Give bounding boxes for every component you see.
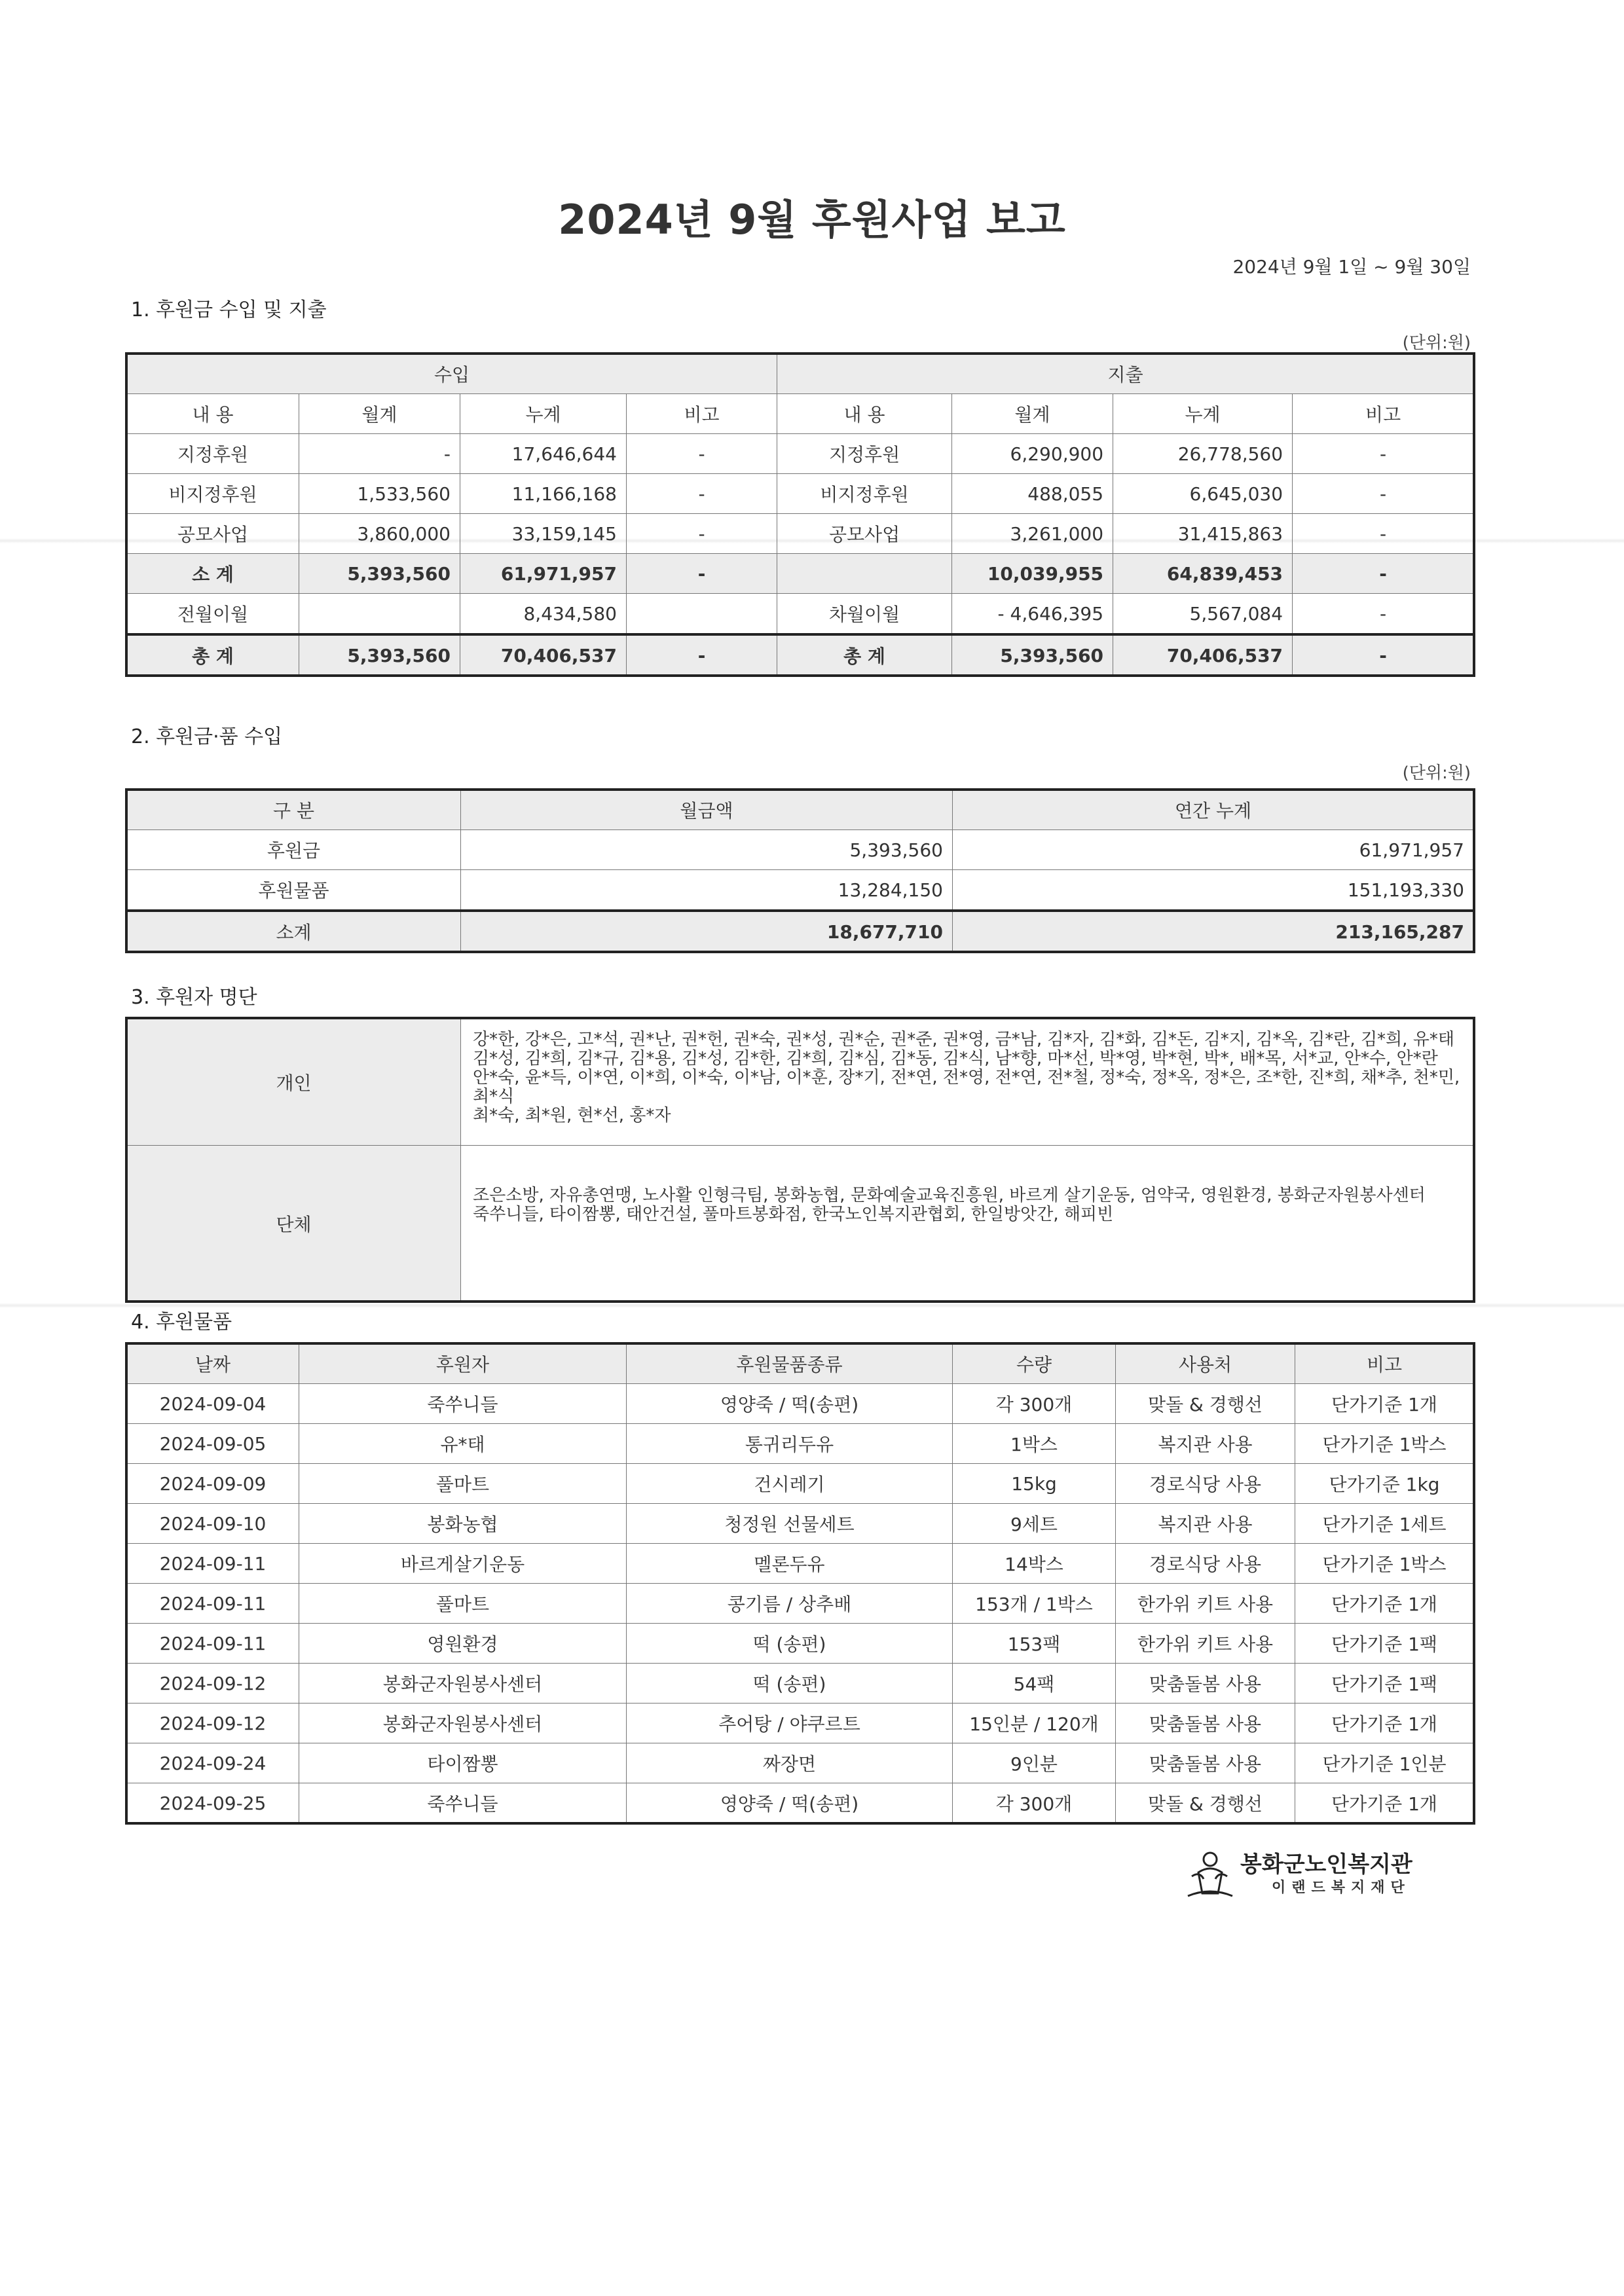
- table-cell: -: [1293, 434, 1474, 474]
- section-3-heading: 3. 후원자 명단: [131, 986, 257, 1009]
- section-2-heading: 2. 후원금·품 수입: [131, 725, 283, 748]
- table-cell: 짜장면: [627, 1743, 953, 1783]
- table-cell: 9세트: [953, 1504, 1116, 1544]
- expense-header: 지출: [777, 354, 1474, 394]
- table-row: [127, 1584, 1474, 1624]
- table-cell: 소 계: [127, 554, 299, 594]
- individual-label: 개인: [127, 1019, 461, 1146]
- table-cell: 전월이월: [127, 594, 299, 635]
- table-cell: 봉화군자원봉사센터: [299, 1704, 627, 1743]
- table-cell: 70,406,537: [460, 634, 627, 676]
- table-cell: 2024-09-05: [127, 1424, 299, 1464]
- table-cell: 단가기준 1인분: [1295, 1743, 1474, 1783]
- table-cell: -: [627, 554, 777, 594]
- table-row: [127, 634, 1474, 676]
- table-cell: 단가기준 1박스: [1295, 1424, 1474, 1464]
- table-cell: 213,165,287: [953, 911, 1474, 952]
- table-cell: 9인분: [953, 1743, 1116, 1783]
- table-cell: 각 300개: [953, 1384, 1116, 1424]
- table-cell: 공모사업: [777, 514, 952, 554]
- table-cell: 멜론두유: [627, 1544, 953, 1584]
- table-cell: 소계: [127, 911, 461, 952]
- table-row: [127, 1704, 1474, 1743]
- table-cell: 8,434,580: [460, 594, 627, 635]
- table-cell: -: [1293, 514, 1474, 554]
- table-cell: 한가위 키트 사용: [1116, 1624, 1295, 1664]
- table-cell: 건시레기: [627, 1464, 953, 1504]
- table-cell: 경로식당 사용: [1116, 1464, 1295, 1504]
- organization-name: 봉화군노인복지관: [1240, 1851, 1412, 1878]
- table-cell: 2024-09-25: [127, 1783, 299, 1823]
- group-label: 단체: [127, 1146, 461, 1302]
- table-cell: [777, 554, 952, 594]
- table-row: [127, 1743, 1474, 1783]
- table-row: [127, 1544, 1474, 1584]
- table-cell: 26,778,560: [1113, 434, 1293, 474]
- table-cell: 단가기준 1팩: [1295, 1624, 1474, 1664]
- donor-line: 안*숙, 윤*득, 이*연, 이*희, 이*숙, 이*남, 이*훈, 장*기, 전*연, 전*영, 전*연, 전*철, 정*숙, 정*옥, 정*은, 조*한, 진*희, 채*추, 천*민, 최*식: [473, 1068, 1460, 1106]
- table-cell: 복지관 사용: [1116, 1504, 1295, 1544]
- section-1-heading: 1. 후원금 수입 및 지출: [131, 299, 327, 321]
- table-row: [127, 554, 1474, 594]
- table-cell: 봉화군자원봉사센터: [299, 1664, 627, 1704]
- table-row: [127, 911, 1474, 952]
- table-cell: 54팩: [953, 1664, 1116, 1704]
- column-header: 누계: [460, 394, 627, 434]
- table-cell: 153개 / 1박스: [953, 1584, 1116, 1624]
- table-row: [127, 1783, 1474, 1823]
- table-cell: 총 계: [777, 634, 952, 676]
- table-cell: 공모사업: [127, 514, 299, 554]
- table-cell: -: [627, 634, 777, 676]
- table-cell: 10,039,955: [952, 554, 1113, 594]
- table-row: [127, 830, 1474, 870]
- table-cell: 1박스: [953, 1424, 1116, 1464]
- table-row: [127, 870, 1474, 911]
- column-header: 내 용: [127, 394, 299, 434]
- table-cell: 14박스: [953, 1544, 1116, 1584]
- elder-care-logo-icon: [1184, 1848, 1235, 1900]
- table-row: [127, 1464, 1474, 1504]
- unit-label: (단위:원): [1402, 333, 1471, 353]
- table-cell: -: [627, 434, 777, 474]
- column-header: 연간 누계: [953, 790, 1474, 830]
- table-cell: 5,393,560: [299, 634, 460, 676]
- table-row: [127, 474, 1474, 514]
- table-cell: 떡 (송편): [627, 1664, 953, 1704]
- table-cell: 비지정후원: [127, 474, 299, 514]
- table-row: [127, 1384, 1474, 1424]
- table-cell: 단가기준 1팩: [1295, 1664, 1474, 1704]
- table-cell: 5,393,560: [299, 554, 460, 594]
- table-cell: 경로식당 사용: [1116, 1544, 1295, 1584]
- column-header: 후원물품종류: [627, 1344, 953, 1384]
- table-cell: 151,193,330: [953, 870, 1474, 911]
- table-cell: 영원환경: [299, 1624, 627, 1664]
- section-4-heading: 4. 후원물품: [131, 1311, 232, 1334]
- column-header: 구 분: [127, 790, 461, 830]
- table-cell: 맞춤돌봄 사용: [1116, 1704, 1295, 1743]
- foundation-name: 이랜드복지재단: [1272, 1880, 1411, 1896]
- table-cell: 한가위 키트 사용: [1116, 1584, 1295, 1624]
- table-row: [127, 1504, 1474, 1544]
- donated-goods-table: [126, 1343, 1474, 1823]
- table-cell: 맞춤돌봄 사용: [1116, 1743, 1295, 1783]
- column-header: 내 용: [777, 394, 952, 434]
- table-row: [127, 1624, 1474, 1664]
- table-cell: 2024-09-12: [127, 1664, 299, 1704]
- table-row: [127, 594, 1474, 635]
- table-cell: 죽쑤니들: [299, 1783, 627, 1823]
- table-cell: 61,971,957: [460, 554, 627, 594]
- table-cell: 488,055: [952, 474, 1113, 514]
- income-header: 수입: [127, 354, 777, 394]
- donor-line: 김*성, 김*희, 김*규, 김*용, 김*성, 김*한, 김*희, 김*심, 김*동, 김*식, 남*향, 마*선, 박*영, 박*현, 박*, 배*목, 서*교, 안*수, 안*란: [473, 1049, 1438, 1068]
- column-header: 후원자: [299, 1344, 627, 1384]
- group-donors: [461, 1146, 1474, 1302]
- report-title: 2024년 9월 후원사업 보고: [558, 196, 1066, 244]
- column-header: 누계: [1113, 394, 1293, 434]
- column-header: 월금액: [461, 790, 953, 830]
- table-cell: 영양죽 / 떡(송편): [627, 1783, 953, 1823]
- donor-line: 죽쑤니들, 타이짬뽕, 태안건설, 풀마트봉화점, 한국노인복지관협회, 한일방앗간, 해피빈: [473, 1205, 1114, 1224]
- table-cell: 맞돌 & 경행선: [1116, 1384, 1295, 1424]
- table-cell: 맞돌 & 경행선: [1116, 1783, 1295, 1823]
- report-period: 2024년 9월 1일 ~ 9월 30일: [1232, 256, 1471, 278]
- table-row: [127, 1424, 1474, 1464]
- table-cell: 후원물품: [127, 870, 461, 911]
- table-cell: 유*태: [299, 1424, 627, 1464]
- table-cell: 풀마트: [299, 1584, 627, 1624]
- unit-label: (단위:원): [1402, 763, 1471, 783]
- table-cell: 31,415,863: [1113, 514, 1293, 554]
- table-cell: 5,393,560: [952, 634, 1113, 676]
- table-cell: -: [627, 514, 777, 554]
- table-cell: 153팩: [953, 1624, 1116, 1664]
- table-cell: 15인분 / 120개: [953, 1704, 1116, 1743]
- table-cell: [299, 594, 460, 635]
- table-row: [127, 434, 1474, 474]
- table-cell: 2024-09-04: [127, 1384, 299, 1424]
- table-cell: 청정원 선물세트: [627, 1504, 953, 1544]
- table-cell: 맞춤돌봄 사용: [1116, 1664, 1295, 1704]
- donor-line: 조은소방, 자유총연맹, 노사활 인형극팀, 봉화농협, 문화예술교육진흥원, 바르게 살기운동, 엄약국, 영원환경, 봉화군자원봉사센터: [473, 1186, 1426, 1205]
- table-cell: 17,646,644: [460, 434, 627, 474]
- table-cell: 70,406,537: [1113, 634, 1293, 676]
- donor-line: 최*숙, 최*원, 현*선, 홍*자: [473, 1106, 671, 1125]
- table-cell: 봉화농협: [299, 1504, 627, 1544]
- table-cell: 64,839,453: [1113, 554, 1293, 594]
- table-cell: 단가기준 1개: [1295, 1704, 1474, 1743]
- table-cell: 61,971,957: [953, 830, 1474, 870]
- table-cell: 1,533,560: [299, 474, 460, 514]
- table-cell: -: [627, 474, 777, 514]
- organization-logo: [1184, 1846, 1446, 1899]
- column-header: 비고: [1293, 394, 1474, 434]
- column-header: 수량: [953, 1344, 1116, 1384]
- donor-line: 강*한, 강*은, 고*석, 권*난, 권*헌, 권*숙, 권*성, 권*순, 권*준, 권*영, 금*남, 김*자, 김*화, 김*돈, 김*지, 김*옥, 김*란, 김*희, 유*태: [473, 1030, 1454, 1049]
- table-cell: 2024-09-11: [127, 1584, 299, 1624]
- table-cell: 33,159,145: [460, 514, 627, 554]
- table-cell: 단가기준 1개: [1295, 1584, 1474, 1624]
- table-cell: 단가기준 1개: [1295, 1384, 1474, 1424]
- table-cell: 바르게살기운동: [299, 1544, 627, 1584]
- table-cell: 18,677,710: [461, 911, 953, 952]
- scan-fold-line: [0, 1303, 1624, 1308]
- table-cell: 죽쑤니들: [299, 1384, 627, 1424]
- column-header: 월계: [952, 394, 1113, 434]
- column-header: 월계: [299, 394, 460, 434]
- table-cell: 비지정후원: [777, 474, 952, 514]
- table-row: [127, 514, 1474, 554]
- table-cell: 단가기준 1박스: [1295, 1544, 1474, 1584]
- table-cell: - 4,646,395: [952, 594, 1113, 635]
- table-cell: 지정후원: [127, 434, 299, 474]
- table-cell: 단가기준 1개: [1295, 1783, 1474, 1823]
- table-cell: 6,645,030: [1113, 474, 1293, 514]
- column-header: 비고: [1295, 1344, 1474, 1384]
- table-cell: 3,860,000: [299, 514, 460, 554]
- table-cell: 떡 (송편): [627, 1624, 953, 1664]
- table-cell: 콩기름 / 상추배: [627, 1584, 953, 1624]
- table-cell: 2024-09-11: [127, 1544, 299, 1584]
- donation-summary-table: [126, 790, 1474, 952]
- table-cell: 지정후원: [777, 434, 952, 474]
- table-cell: 풀마트: [299, 1464, 627, 1504]
- individual-donors: [461, 1019, 1474, 1146]
- table-cell: 2024-09-24: [127, 1743, 299, 1783]
- table-cell: 통귀리두유: [627, 1424, 953, 1464]
- table-cell: 단가기준 1kg: [1295, 1464, 1474, 1504]
- table-cell: 차월이월: [777, 594, 952, 635]
- table-cell: 2024-09-11: [127, 1624, 299, 1664]
- table-cell: 각 300개: [953, 1783, 1116, 1823]
- table-cell: 2024-09-10: [127, 1504, 299, 1544]
- column-header: 사용처: [1116, 1344, 1295, 1384]
- table-cell: 영양죽 / 떡(송편): [627, 1384, 953, 1424]
- table-cell: 3,261,000: [952, 514, 1113, 554]
- table-cell: 15kg: [953, 1464, 1116, 1504]
- table-cell: 2024-09-12: [127, 1704, 299, 1743]
- table-cell: -: [1293, 594, 1474, 635]
- column-header: 비고: [627, 394, 777, 434]
- table-cell: -: [1293, 474, 1474, 514]
- table-cell: 5,567,084: [1113, 594, 1293, 635]
- table-cell: 5,393,560: [461, 830, 953, 870]
- table-cell: 후원금: [127, 830, 461, 870]
- donor-list-table: [126, 1018, 1474, 1302]
- table-cell: 타이짬뽕: [299, 1743, 627, 1783]
- table-row: [127, 1664, 1474, 1704]
- table-cell: -: [299, 434, 460, 474]
- table-cell: 11,166,168: [460, 474, 627, 514]
- income-expense-table: [126, 354, 1474, 676]
- table-cell: 13,284,150: [461, 870, 953, 911]
- table-cell: 6,290,900: [952, 434, 1113, 474]
- column-header: 날짜: [127, 1344, 299, 1384]
- table-cell: 총 계: [127, 634, 299, 676]
- table-cell: 단가기준 1세트: [1295, 1504, 1474, 1544]
- table-cell: 추어탕 / 야쿠르트: [627, 1704, 953, 1743]
- table-cell: [627, 594, 777, 635]
- table-cell: -: [1293, 554, 1474, 594]
- table-cell: 복지관 사용: [1116, 1424, 1295, 1464]
- table-cell: 2024-09-09: [127, 1464, 299, 1504]
- table-cell: -: [1293, 634, 1474, 676]
